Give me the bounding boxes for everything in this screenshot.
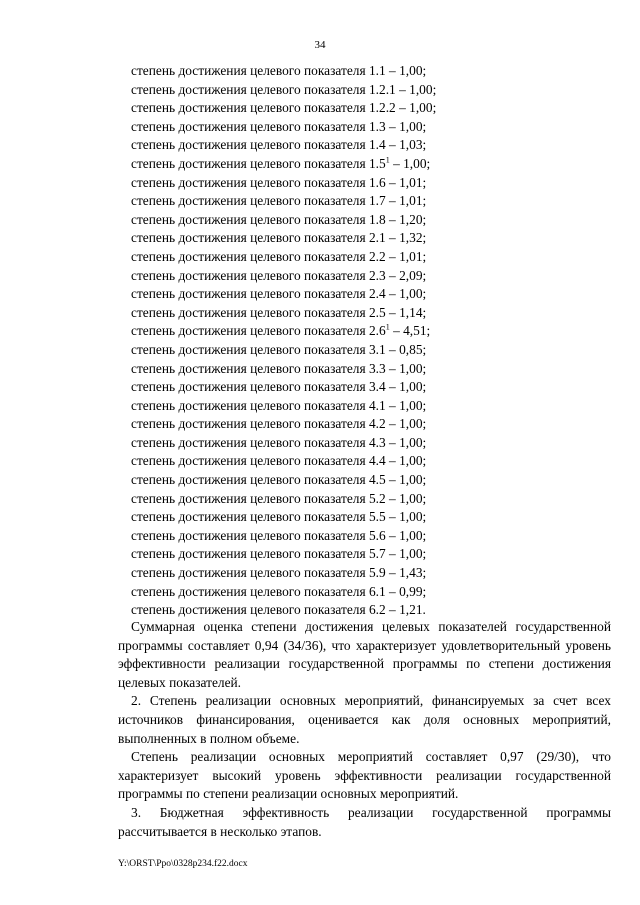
indicator-text: степень достижения целевого показателя 1.2.2 – 1,00; — [131, 100, 437, 116]
indicator-text: степень достижения целевого показателя 1.3 – 1,00; — [131, 118, 427, 134]
indicator-text: степень достижения целевого показателя 5.2 – 1,00; — [131, 490, 427, 506]
indicator-value: – 1,00; — [389, 155, 431, 171]
indicator-item — [131, 118, 611, 137]
indicator-text: степень достижения целевого показателя 3.1 – 0,85; — [131, 341, 427, 357]
indicator-text: степень достижения целевого показателя 4.3 – 1,00; — [131, 434, 427, 450]
indicator-text: степень достижения целевого показателя 2.1 – 1,32; — [131, 230, 427, 246]
indicator-item — [131, 583, 611, 602]
indicator-item — [131, 99, 611, 118]
indicator-text: степень достижения целевого показателя 4.2 – 1,00; — [131, 416, 427, 432]
summary-paragraph: Суммарная оценка степени достижения целевых показателей государственной программы составляет 0,94 (34/36), что характеризует удовлетворительный уровень эффективности реализации государственной программы по степени достижения целевых показателей. — [118, 619, 611, 690]
measures-definition-paragraph: 2. Степень реализации основных мероприятий, финансируемых за счет всех источников финансирования, оценивается как доля основных мероприятий, выполненных в полном объеме. — [118, 693, 611, 746]
indicator-text: степень достижения целевого показателя 5.6 – 1,00; — [131, 527, 427, 543]
indicator-value: – 4,51; — [389, 323, 431, 339]
indicator-text: степень достижения целевого показателя 6.2 – 1,21. — [131, 602, 426, 618]
indicator-item — [131, 397, 611, 416]
indicator-text: степень достижения целевого показателя 1.7 – 1,01; — [131, 193, 427, 209]
indicator-item — [131, 508, 611, 527]
indicator-item — [131, 211, 611, 230]
indicator-text: степень достижения целевого показателя 2.4 – 1,00; — [131, 286, 427, 302]
indicator-item — [131, 527, 611, 546]
indicator-text: степень достижения целевого показателя 2.2 – 1,01; — [131, 248, 427, 264]
measures-result-paragraph: Степень реализации основных мероприятий составляет 0,97 (29/30), что характеризует высокий уровень эффективности реализации государственной программы по степени реализации основных мероприятий. — [118, 749, 611, 802]
footnote-marker: 1 — [385, 155, 390, 165]
indicator-item — [131, 490, 611, 509]
indicator-text: степень достижения целевого показателя 6.1 – 0,99; — [131, 583, 427, 599]
indicator-item — [131, 62, 611, 81]
indicator-item — [131, 564, 611, 583]
indicator-text: степень достижения целевого показателя 1.6 – 1,01; — [131, 174, 427, 190]
budget-efficiency-paragraph: 3. Бюджетная эффективность реализации государственной программы рассчитывается в несколько этапов. — [118, 804, 611, 839]
indicator-item — [131, 285, 611, 304]
indicator-text: степень достижения целевого показателя 3.4 – 1,00; — [131, 379, 427, 395]
indicator-text: степень достижения целевого показателя 2.6 — [131, 323, 386, 339]
indicator-item — [131, 229, 611, 248]
indicator-item — [131, 452, 611, 471]
indicator-item — [131, 267, 611, 286]
indicator-item — [131, 360, 611, 379]
indicator-text: степень достижения целевого показателя 4.4 – 1,00; — [131, 453, 427, 469]
page-number: 34 — [314, 39, 326, 51]
indicator-text: степень достижения целевого показателя 1.5 — [131, 155, 386, 171]
indicator-item — [131, 81, 611, 100]
indicator-text: степень достижения целевого показателя 4.5 – 1,00; — [131, 472, 427, 488]
indicator-text: степень достижения целевого показателя 1.4 – 1,03; — [131, 137, 427, 153]
indicator-text: степень достижения целевого показателя 5.7 – 1,00; — [131, 546, 427, 562]
indicator-text: степень достижения целевого показателя 4.1 – 1,00; — [131, 397, 427, 413]
indicator-text: степень достижения целевого показателя 1.1 – 1,00; — [131, 63, 427, 78]
indicator-item — [131, 545, 611, 564]
indicator-text: степень достижения целевого показателя 5.9 – 1,43; — [131, 565, 427, 581]
indicator-item — [131, 155, 611, 174]
indicator-text: степень достижения целевого показателя 3.3 – 1,00; — [131, 360, 427, 376]
footer-file-path: Y:\ORST\Ppo\0328p234.f22.docx — [118, 859, 248, 869]
indicator-list — [131, 62, 611, 620]
indicator-item — [131, 304, 611, 323]
indicator-text: степень достижения целевого показателя 2.5 – 1,14; — [131, 304, 427, 320]
indicator-item — [131, 471, 611, 490]
footnote-marker: 1 — [385, 322, 390, 332]
indicator-text: степень достижения целевого показателя 2.3 – 2,09; — [131, 267, 427, 283]
indicator-text: степень достижения целевого показателя 5.5 – 1,00; — [131, 509, 427, 525]
indicator-text: степень достижения целевого показателя 1.2.1 – 1,00; — [131, 81, 437, 97]
indicator-item — [131, 415, 611, 434]
indicator-item — [131, 136, 611, 155]
indicator-item — [131, 434, 611, 453]
indicator-item — [131, 341, 611, 360]
indicator-item — [131, 322, 611, 341]
indicator-item — [131, 378, 611, 397]
indicator-item — [131, 248, 611, 267]
indicator-item — [131, 192, 611, 211]
indicator-text: степень достижения целевого показателя 1.8 – 1,20; — [131, 211, 427, 227]
body-text — [118, 618, 611, 841]
indicator-item — [131, 174, 611, 193]
